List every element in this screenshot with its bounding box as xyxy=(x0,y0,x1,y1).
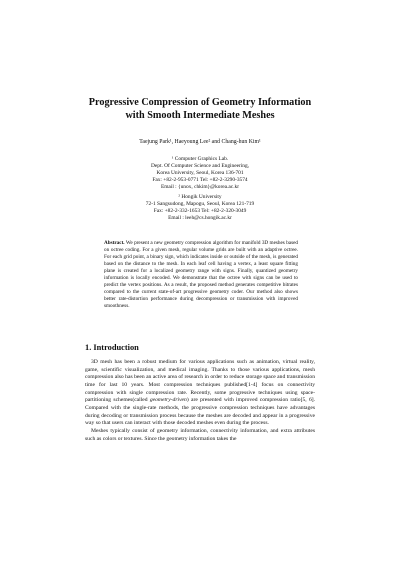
paragraph-2: Meshes typically consist of geometry information, connectivity information, and extra attributes such as colors or textures. Since the geometry information takes the xyxy=(85,427,315,442)
affiliation-2-email: Email : leeh@cs.hongik.ac.kr xyxy=(168,215,232,221)
affiliation-1-email: Email : {unox, chkim}@korea.ac.kr xyxy=(160,184,240,190)
author-list: Taejung Park¹, Haeyoung Lee² and Chang-hun Kim¹ xyxy=(139,139,261,145)
body-text xyxy=(85,359,315,443)
paper-title xyxy=(60,97,340,122)
paragraph-1-part-b: ) are presented with improved compression ratio[5, 6]. Compared with the single-rate methods, the progressive compression techniques have advantages during decoding or transmission process because the meshes are decoded and appear in a progressive way so that users can interact with those decoded meshes even during the process. xyxy=(85,397,315,427)
affiliation-2-line-2: 72-1 Sangsudong, Mapogu, Seoul, Korea 121-719 xyxy=(145,201,255,207)
affiliation-1-line-3: Korea University, Seoul, Korea 136-701 xyxy=(156,170,244,176)
affiliation-2-line-3: Fax: +82-2-332-1653 Tel: +82-2-320-3049 xyxy=(153,208,247,214)
affiliation-1-line-2: Dept. Of Computer Science and Engineering, xyxy=(150,163,250,169)
paragraph-1 xyxy=(85,359,315,428)
abstract xyxy=(104,240,298,310)
affiliation-1-line-4: Fax: +82-2-953-0771 Tel: +82-2-3290-3574 xyxy=(152,177,248,183)
affiliation-1-line-1: ¹ Computer Graphics Lab. xyxy=(171,156,229,162)
title-line-1: Progressive Compression of Geometry Information xyxy=(88,97,312,108)
paragraph-1-part-a: 3D mesh has been a robust medium for various applications such as animation, virtual reality, game, scientific visualization, and medical imaging. Thanks to those various applications, mesh compression also has been an active area of research in order to reduce storage space and transmission time for last 10 years. Most compression techniques published[1-4] focus on connectivity compression with single compression rate. Recently, some progressive techniques using space-partitioning schemes(called xyxy=(85,359,315,404)
title-line-2: with Smooth Intermediate Meshes xyxy=(125,109,275,121)
section-heading: 1. Introduction xyxy=(85,343,139,352)
abstract-label: Abstract. xyxy=(104,240,125,246)
affiliation-2-line-1: ² Hongik University xyxy=(178,194,222,200)
paragraph-1-italic: geometry-driven xyxy=(149,397,187,404)
abstract-text: We present a new geometry compression algorithm for manifold 3D meshes based on octree coding. For a given mesh, regular volume grids are built with an adaptive octree. For each grid point, a binary sign, which indicates inside or outside of the mesh, is generated based on the distance to the mesh. In each leaf cell having a vertex, a least square fitting plane is created for a localized geometry range with signs. Finally, quantized geometry information is locally encoded. We demonstrate that the octree with signs can be used to predict the vertex positions. As a result, the proposed method generates competitive bitrates compared to the current state-of-art progressive geometry coder. Our method also shows better rate-distortion performance during decompression or transmission with improved smoothness. xyxy=(104,240,299,310)
